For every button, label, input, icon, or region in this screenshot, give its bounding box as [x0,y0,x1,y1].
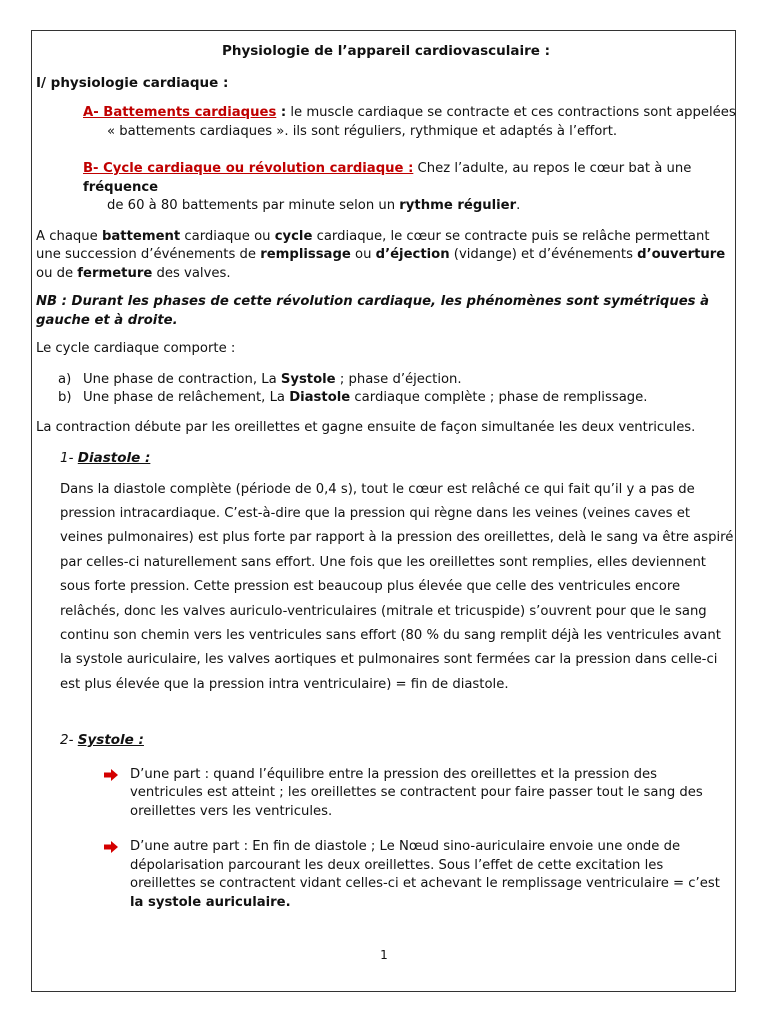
diastole-heading [36,449,736,468]
item-b-t3: . [516,198,521,213]
p1-t7: des valves. [152,265,231,281]
item-a-text2: « battements cardiaques ». ils sont réguliers, rythmique et adaptés à l’effort. [107,123,618,139]
nota-bene: NB : Durant les phases de cette révolution cardiaque, les phénomènes sont symétriques à gauche et à droite. [36,294,709,328]
page-title: Physiologie de l’appareil cardiovasculaire : [221,43,551,59]
systole-bullet-1 [36,766,729,822]
contraction-text: La contraction débute par les oreillettes et gagne ensuite de façon simultanée les deux ventricules. [36,419,696,435]
cycle-intro: Le cycle cardiaque comporte : [36,341,236,356]
list-item [58,371,736,390]
list-t1: Une phase de contraction, La [83,371,281,387]
item-a-line1 [83,104,736,123]
p1-t1: A chaque [36,228,102,244]
paragraph-battement [36,228,736,284]
item-a-label: A- Battements cardiaques [83,105,277,120]
document-body [36,42,736,912]
p1-t4: ou [350,247,376,262]
bullet-1-text: D’une part : quand l’équilibre entre la pression des oreillettes et la pression des ventricules est atteint ; les oreillettes se contractent pour faire passer tout le sang des oreillettes vers les ventricules. [130,766,703,819]
systole-bullet-2 [36,838,729,912]
list-bold: Systole [280,371,336,387]
item-cycle [36,160,736,216]
item-b-t2: de 60 à 80 battements par minute selon un [107,198,400,213]
p1-t6: ou de [36,265,78,281]
page-number: 1 [380,948,388,962]
p1-b1: battement [101,228,181,244]
item-b-b2: rythme régulier [399,198,517,213]
list-marker: b) [58,390,72,405]
p1-t2: cardiaque ou [180,228,275,244]
diastole-text: Dans la diastole complète (période de 0,4 s), tout le cœur est relâché ce qui fait qu’il y a pas de pression intracardiaque. C’est-à-dire que la pression qui règne dans les veines (veines caves et veines pulmonaires) est plus forte par rapport à la pression des oreillettes, delà le sang va être aspiré par celles-ci naturellement sans effort. Une fois que les oreillettes sont remplies, elles deviennent sous forte pression. Cette pression est beaucoup plus élevée que celle des ventricules encore relâchés, donc les valves auriculo-ventriculaires (mitrale et tricuspide) s’ouvrent pour que le sang continu son chemin vers les ventricules sans effort (80 % du sang remplit déjà les ventricules avant la systole auriculaire, les valves aortiques et pulmonaires sont fermées car la pression dans celle-ci est plus élevée que la pression intra ventriculaire) = fin de diastole. [60,481,734,692]
bullet-2-plain: D’une autre part : En fin de diastole ; Le Nœud sino-auriculaire envoie une onde de dépolarisation parcourant les deux oreillettes. Sous l’effet de cette excitation les oreillettes se contractent vidant celles-ci et achevant le remplissage ventriculaire = c’est [130,839,720,892]
p1-t3: cardiaque, le cœur se contracte puis se relâche permettant une succession d’événements de [36,228,710,262]
list-t1: Une phase de relâchement, La [83,390,290,405]
item-battements [36,104,736,141]
diastole-title: Diastole : [77,450,151,466]
phase-list [36,371,736,408]
item-b-line2 [83,197,736,216]
bullet-2-text [130,838,729,912]
list-t2: ; phase d’éjection. [335,371,462,387]
systole-title: Systole : [77,732,144,749]
bullet-2-bold: la systole auriculaire. [130,894,291,910]
p1-b4: d’éjection [375,247,450,262]
systole-heading [36,731,736,750]
p1-b3: remplissage [260,247,351,262]
item-b-b1: fréquence [83,179,159,195]
p1-t5: (vidange) et d’événements [449,247,638,262]
list-marker: a) [58,371,72,387]
systole-num: 2- [60,732,78,749]
arrow-right-icon [104,766,130,822]
p1-b6: fermeture [77,265,153,281]
item-b-label: B- Cycle cardiaque ou révolution cardiaque : [83,161,414,176]
diastole-num: 1- [60,450,78,466]
arrow-right-icon [104,838,130,912]
list-item [58,389,736,408]
section-heading-cardiac: I/ physiologie cardiaque : [36,74,229,91]
item-a-text1: le muscle cardiaque se contracte et ces contractions sont appelées [286,105,736,120]
item-a-colon: : [276,105,287,120]
item-b-line1 [83,160,736,197]
item-b-t1: Chez l’adulte, au repos le cœur bat à une [413,161,692,176]
p1-b2: cycle [274,228,313,244]
p1-b5: d’ouverture [637,247,726,262]
list-t2: cardiaque complète ; phase de remplissage. [350,390,648,405]
list-bold: Diastole [289,390,351,405]
